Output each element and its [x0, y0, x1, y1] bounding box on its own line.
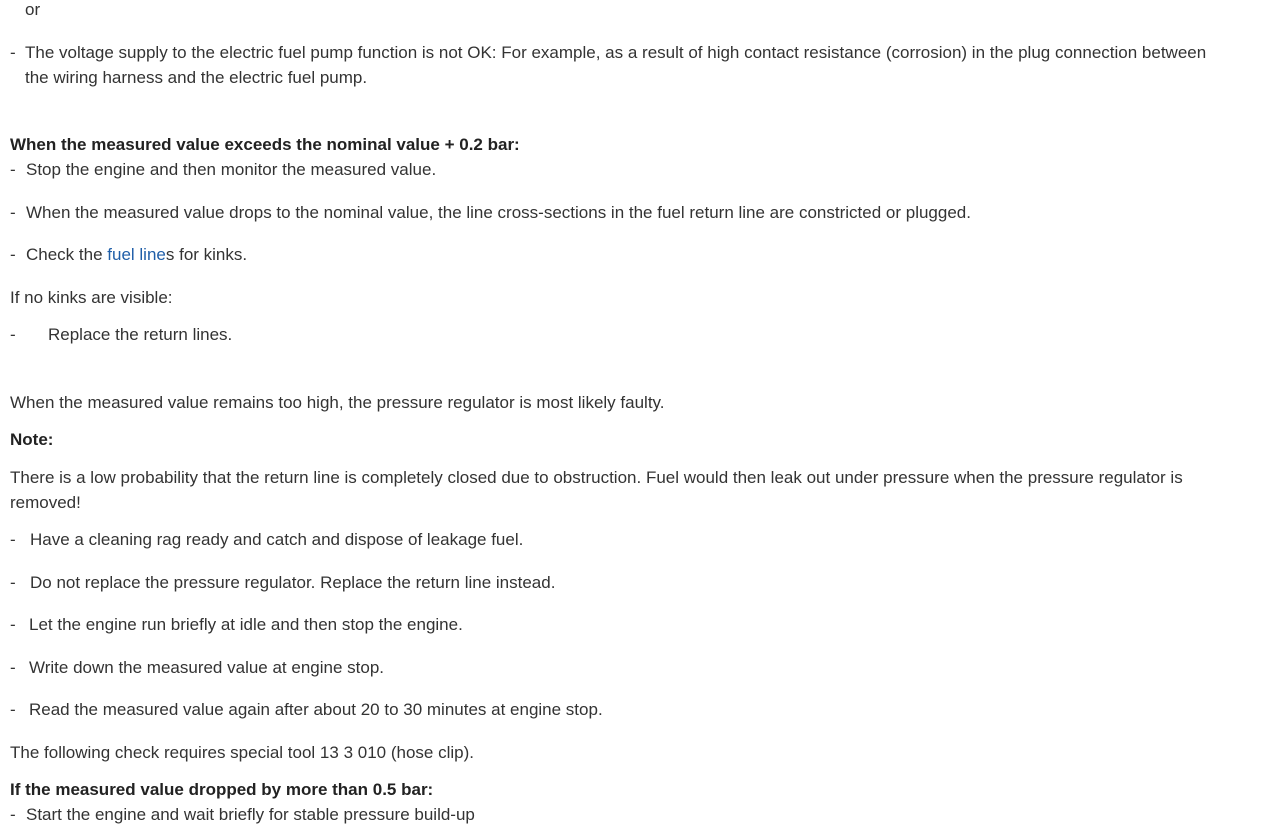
- read-again-text: Read the measured value again after about 20 to 30 minutes at engine stop.: [29, 700, 603, 719]
- note-text: There is a low probability that the return line is completely closed due to obstruction. Fuel would then leak out under pressure when the pressure regulator is removed!: [10, 468, 1183, 512]
- dropped-heading: If the measured value dropped by more than 0.5 bar:: [10, 780, 434, 799]
- start-engine-text: Start the engine and wait briefly for stable pressure build-up: [26, 805, 475, 824]
- drops-nominal-text: When the measured value drops to the nominal value, the line cross-sections in the fuel return line are constricted or plugged.: [26, 203, 971, 222]
- check-suffix: s for kinks.: [165, 245, 248, 264]
- exceeds-heading: When the measured value exceeds the nominal value + 0.2 bar:: [10, 135, 520, 154]
- check-fuel-lines-text: [26, 242, 247, 267]
- bullet-dash: -: [10, 658, 16, 677]
- special-tool-text: The following check requires special tool 13 3 010 (hose clip).: [10, 743, 474, 762]
- bullet-dash: -: [10, 573, 16, 592]
- bullet-dash: -: [10, 325, 16, 344]
- write-down-text: Write down the measured value at engine stop.: [29, 658, 385, 677]
- bullet-dash: -: [10, 245, 16, 264]
- bullet-dash: -: [10, 700, 16, 719]
- voltage-item-text: The voltage supply to the electric fuel pump function is not OK: For example, as a result of high contact resistance (corrosion) in the plug connection between the wiring harness and the electric fuel pump.: [25, 43, 1207, 87]
- no-kinks-text: If no kinks are visible:: [10, 288, 173, 307]
- replace-return-text: Replace the return lines.: [48, 325, 233, 344]
- or-text: or: [25, 0, 41, 19]
- check-prefix: Check the: [26, 245, 108, 264]
- bullet-dash: -: [10, 530, 16, 549]
- bullet-dash: -: [10, 615, 16, 634]
- remains-high-text: When the measured value remains too high, the pressure regulator is most likely faulty.: [10, 393, 665, 412]
- note-label: Note:: [10, 430, 54, 449]
- no-replace-text: Do not replace the pressure regulator. Replace the return line instead.: [30, 573, 556, 592]
- fuel-line-link[interactable]: fuel line: [107, 245, 166, 264]
- run-idle-text: Let the engine run briefly at idle and then stop the engine.: [29, 615, 463, 634]
- rag-text: Have a cleaning rag ready and catch and dispose of leakage fuel.: [30, 530, 524, 549]
- bullet-dash: -: [10, 160, 16, 179]
- bullet-dash: -: [10, 43, 16, 62]
- stop-engine-text: Stop the engine and then monitor the measured value.: [26, 160, 437, 179]
- bullet-dash: -: [10, 203, 16, 222]
- bullet-dash: -: [10, 805, 16, 824]
